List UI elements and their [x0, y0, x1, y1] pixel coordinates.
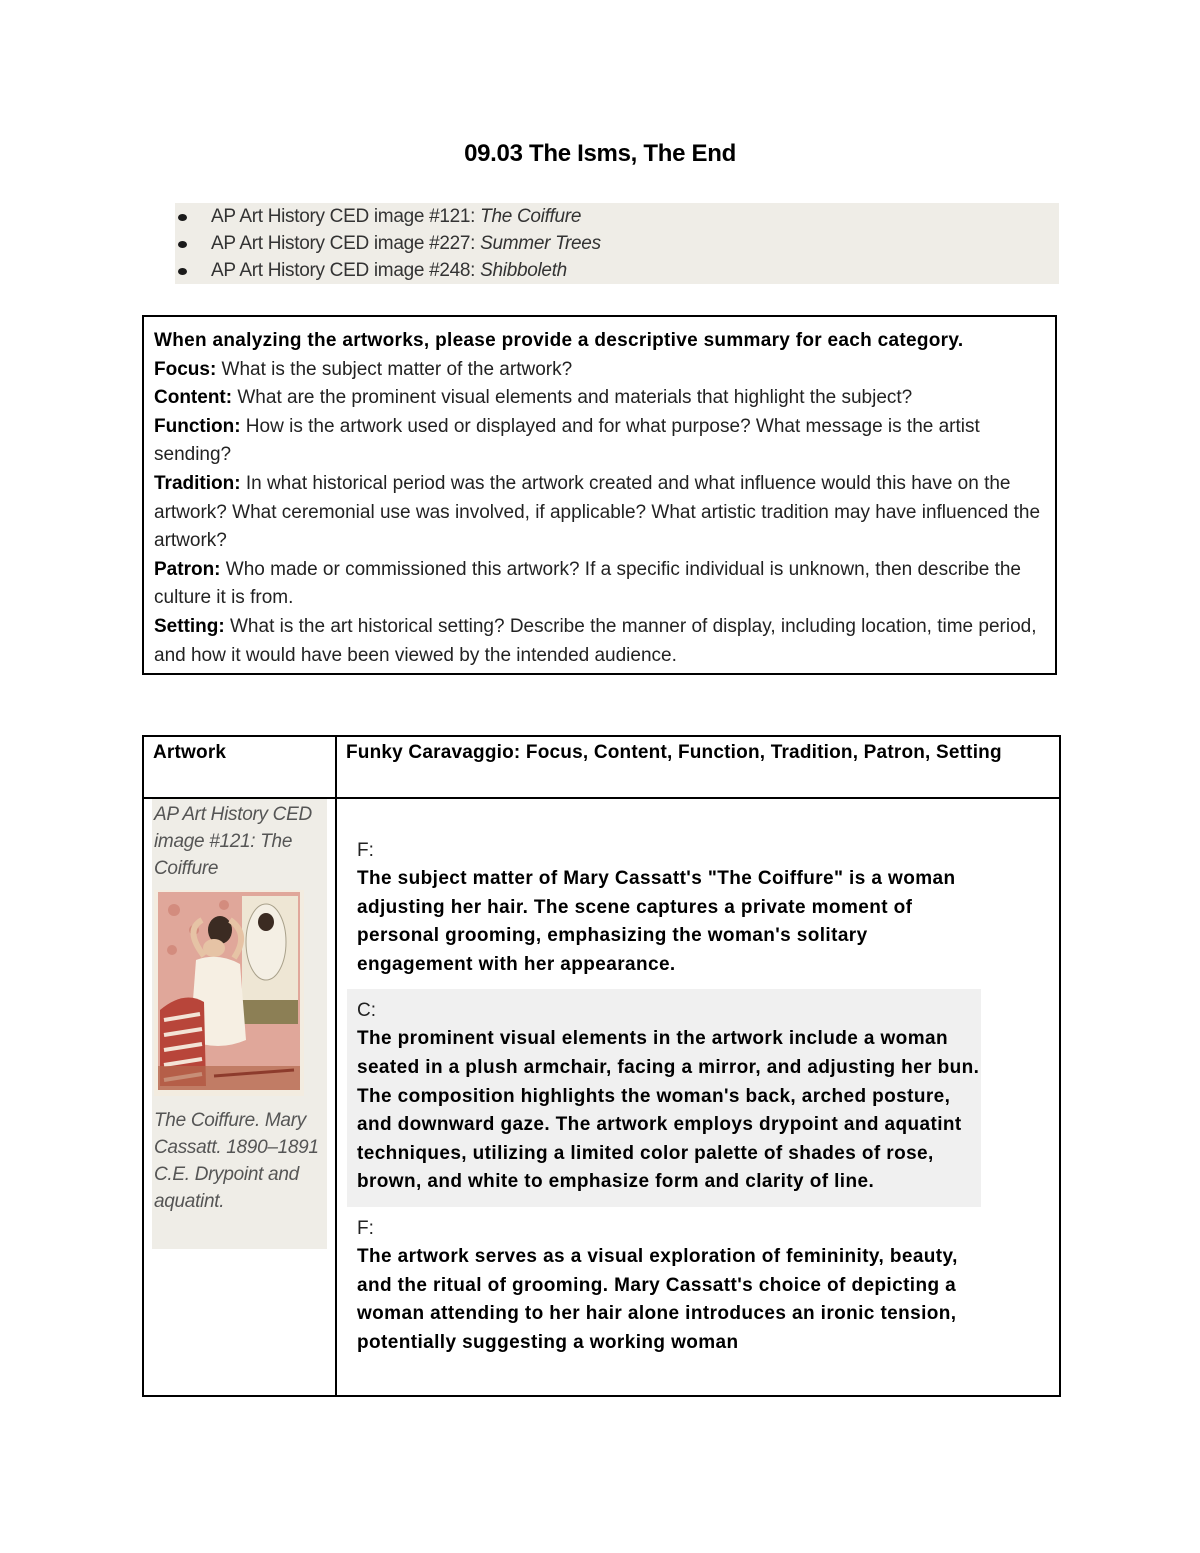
instruction-text: In what historical period was the artwork created and what influence would this have on the artwork? What ceremonial use was involved, if applicable? What artistic tradition may have influenced the artwork? [154, 472, 1041, 552]
header-artwork: Artwork [143, 736, 336, 798]
instruction-setting [154, 613, 1043, 670]
analysis-cell [336, 798, 1060, 1396]
instruction-label: Setting: [154, 615, 225, 637]
block-text: The artwork serves as a visual exploration of femininity, beauty, and the ritual of grooming. Mary Cassatt's choice of depicting a woman attending to her hair alone introduces an ironic tension, potentially suggesting a working woman [357, 1245, 958, 1353]
instruction-tradition [154, 470, 1043, 556]
function-block [347, 1207, 981, 1357]
list-item-title: Shibboleth [480, 260, 567, 281]
content-block [347, 989, 981, 1207]
artwork-caption: The Coiffure. Mary Cassatt. 1890–1891 C.E. Drypoint and aquatint. [154, 1110, 319, 1212]
artwork-panel [152, 799, 327, 1249]
bullet-icon [178, 268, 187, 275]
instruction-label: Focus: [154, 358, 217, 380]
artwork-label: AP Art History CED image #121: The Coiffure [154, 804, 312, 879]
block-letter: F: [357, 840, 374, 861]
list-item-title: The Coiffure [480, 206, 582, 227]
instruction-label: Patron: [154, 558, 221, 580]
list-item [175, 257, 1059, 284]
header-analysis: Funky Caravaggio: Focus, Content, Function, Tradition, Patron, Setting [336, 736, 1060, 798]
analysis-table [142, 735, 1061, 1397]
instruction-patron [154, 556, 1043, 613]
list-item-prefix: AP Art History CED image #121: [211, 206, 481, 227]
artwork-image [154, 890, 304, 1096]
table-row [143, 798, 1060, 1396]
instruction-text: How is the artwork used or displayed and for what purpose? What message is the artist sending? [154, 415, 980, 466]
bullet-icon [178, 214, 187, 221]
instruction-function [154, 413, 1043, 470]
instruction-text: What are the prominent visual elements and materials that highlight the subject? [232, 387, 913, 409]
instruction-text: Who made or commissioned this artwork? If a specific individual is unknown, then describe the culture it is from. [154, 558, 1021, 609]
focus-block [347, 799, 981, 979]
instruction-label: Tradition: [154, 472, 241, 494]
block-text: The prominent visual elements in the artwork include a woman seated in a plush armchair, facing a mirror, and adjusting her bun. The composition highlights the woman's back, arched posture, and downward gaze. The artwork employs drypoint and aquatint techniques, utilizing a limited color palette of shades of rose, brown, and white to emphasize form and clarity of line. [357, 1028, 980, 1193]
list-item [175, 230, 1059, 257]
instructions-intro: When analyzing the artworks, please provide a descriptive summary for each category. [154, 330, 964, 351]
instruction-content [154, 384, 1043, 413]
list-item [175, 203, 1059, 230]
bullet-icon [178, 241, 187, 248]
block-letter: F: [357, 1217, 374, 1239]
artwork-cell [143, 798, 336, 1396]
instruction-label: Function: [154, 415, 241, 437]
instruction-focus [154, 356, 1043, 385]
block-text: The subject matter of Mary Cassatt's "The Coiffure" is a woman adjusting her hair. The scene captures a private moment of personal grooming, emphasizing the woman's solitary engagement with her appearance. [357, 868, 956, 975]
block-letter: C: [357, 1000, 376, 1022]
instructions-box [142, 315, 1057, 675]
page-title: 09.03 The Isms, The End [464, 140, 736, 167]
table-header-row [143, 736, 1060, 798]
instruction-text: What is the art historical setting? Describe the manner of display, including location, time period, and how it would have been viewed by the intended audience. [154, 615, 1037, 666]
instruction-label: Content: [154, 387, 233, 409]
list-item-prefix: AP Art History CED image #227: [211, 233, 481, 254]
instruction-text: What is the subject matter of the artwork? [216, 358, 573, 380]
list-item-prefix: AP Art History CED image #248: [211, 260, 481, 281]
artworks-list [175, 203, 1059, 284]
list-item-title: Summer Trees [480, 233, 601, 254]
